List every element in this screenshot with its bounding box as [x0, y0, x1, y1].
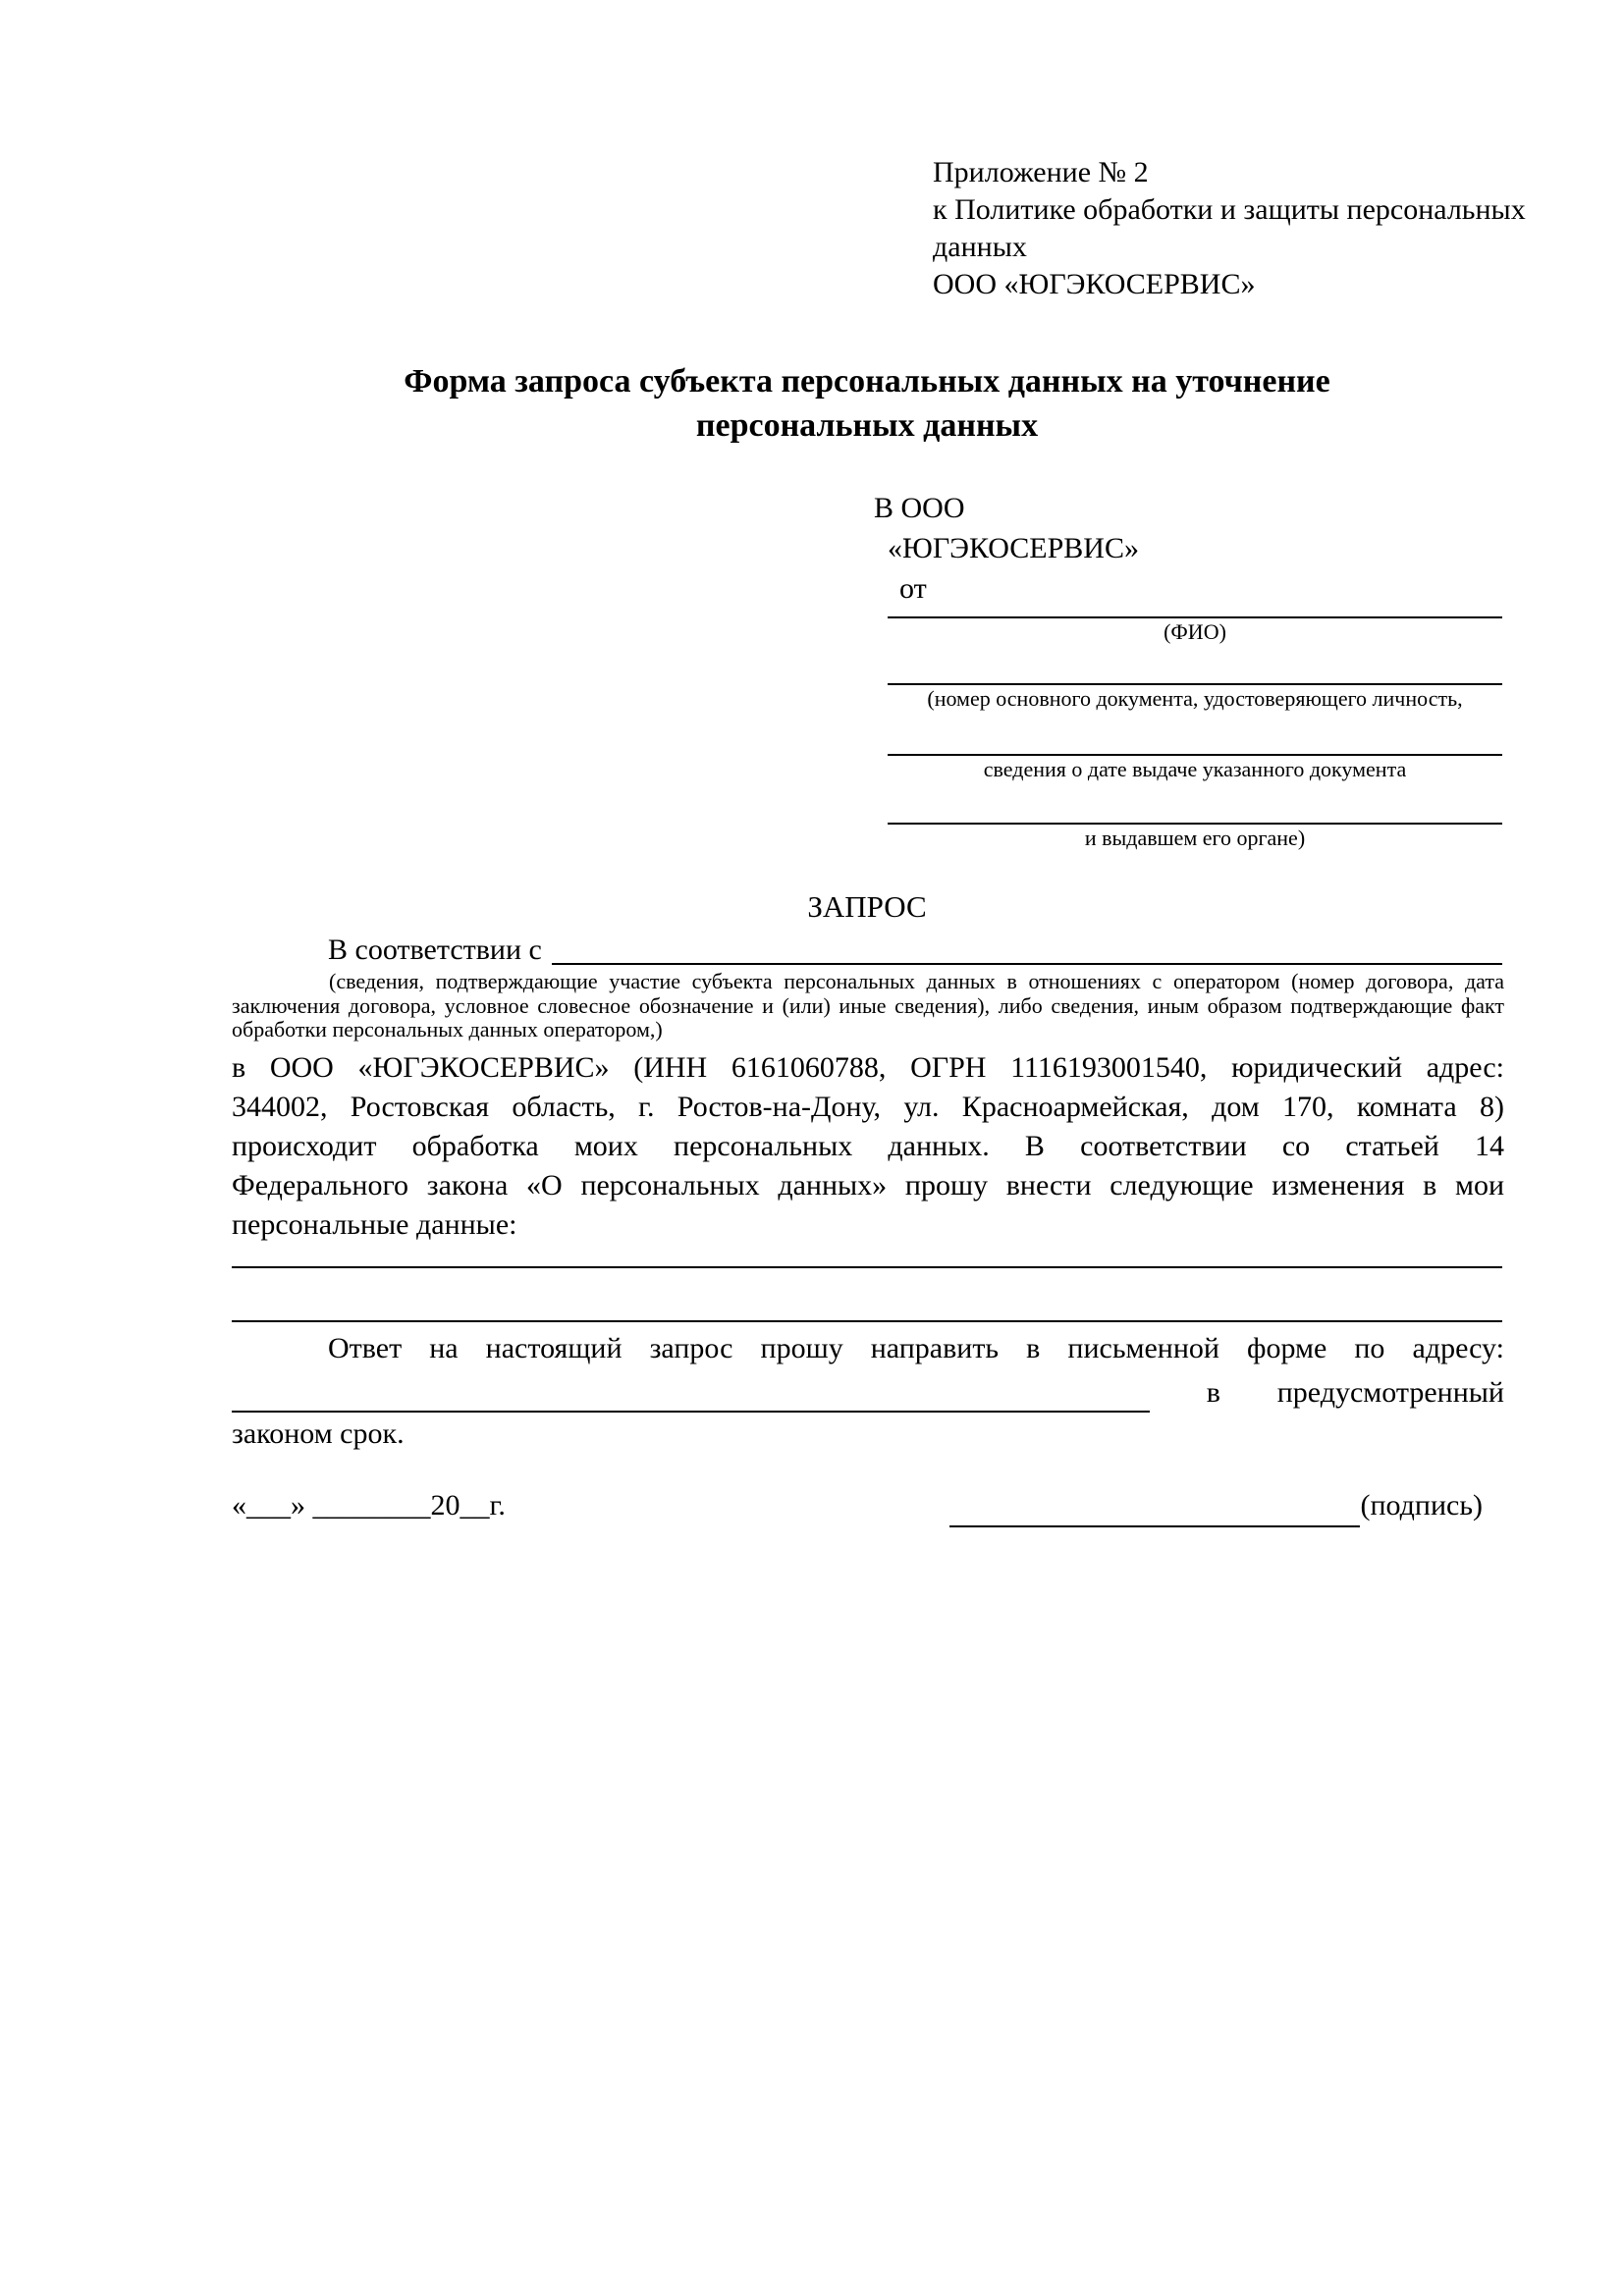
note-line: (сведения, подтверждающие участие субъекта персональных данных в отношениях с оператором (номер договора, дата: [329, 969, 1504, 993]
request-body-line: 344002, Ростовская область, г. Ростов-на-Дону, ул. Красноармейская, дом 170, комната 8): [232, 1091, 1504, 1123]
fio-caption: (ФИО): [1164, 619, 1226, 644]
answer-line-3: законом срок.: [232, 1417, 405, 1450]
intro-line: [232, 931, 1502, 970]
id-document-blank-line: [888, 646, 1502, 685]
changes-blank-line-2: [232, 1295, 1502, 1322]
annex-header-line: данных: [933, 231, 1027, 263]
request-body-line: Федерального закона «О персональных данных» прошу внести следующие изменения в мои: [232, 1169, 1504, 1201]
answer-word-v: в: [1206, 1376, 1220, 1409]
intro-prefix: В соответствии с: [328, 934, 542, 966]
address-blank-line: [232, 1371, 1150, 1413]
answer-line-1: Ответ на настоящий запрос прошу направить в письменной форме по адресу:: [328, 1332, 1504, 1364]
annex-header-line: к Политике обработки и защиты персональных: [933, 193, 1526, 226]
issue-date-caption: сведения о дате выдаче указанного документа: [983, 757, 1407, 781]
addressee-to: В ООО: [874, 492, 965, 524]
date-blank: «___» ________20__г.: [232, 1489, 506, 1522]
addressee-block: [874, 488, 1502, 852]
request-body-line: происходит обработка моих персональных данных. В соответствии со статьей 14: [232, 1130, 1504, 1162]
request-heading: ЗАПРОС: [807, 889, 927, 924]
issuing-authority-blank-line: [888, 783, 1502, 825]
signature-blank-line: [949, 1490, 1360, 1527]
intro-blank-line: [552, 931, 1502, 965]
issue-date-blank-line: [888, 713, 1502, 756]
request-body-paragraph: [232, 1048, 1504, 1245]
note-paragraph: [232, 970, 1504, 1042]
addressee-from: от: [899, 572, 927, 605]
document-title-line: персональных данных: [695, 407, 1039, 444]
id-document-caption: (номер основного документа, удостоверяющего личность,: [927, 686, 1463, 711]
document-title-line: Форма запроса субъекта персональных данных на уточнение: [404, 363, 1330, 400]
annex-header-line: ООО «ЮГЭКОСЕРВИС»: [933, 268, 1256, 300]
document-title: [232, 359, 1502, 448]
note-line: заключения договора, условное словесное обозначение и (или) иные сведения), либо сведения, иным образом подтверждающие факт: [232, 992, 1504, 1018]
fio-blank-line: [888, 609, 1502, 618]
request-body-line: персональные данные:: [232, 1208, 517, 1241]
issuing-authority-caption: и выдавшем его органе): [1084, 826, 1306, 850]
note-line: обработки персональных данных оператором,): [232, 1017, 663, 1041]
addressee-organization: «ЮГЭКОСЕРВИС»: [888, 532, 1139, 564]
signature-caption: (подпись): [1360, 1489, 1483, 1522]
request-body-line: в ООО «ЮГЭКОСЕРВИС» (ИНН 6161060788, ОГРН 1116193001540, юридический адрес:: [232, 1051, 1504, 1084]
annex-header-line: Приложение № 2: [933, 156, 1149, 188]
date-signature-row: [232, 1484, 1504, 1527]
annex-header: [933, 154, 1526, 303]
answer-line-2: [232, 1369, 1504, 1413]
changes-blank-line-1: [232, 1239, 1502, 1268]
signature-group: [949, 1484, 1483, 1527]
answer-word-predusmotrennyj: предусмотренный: [1276, 1376, 1504, 1409]
